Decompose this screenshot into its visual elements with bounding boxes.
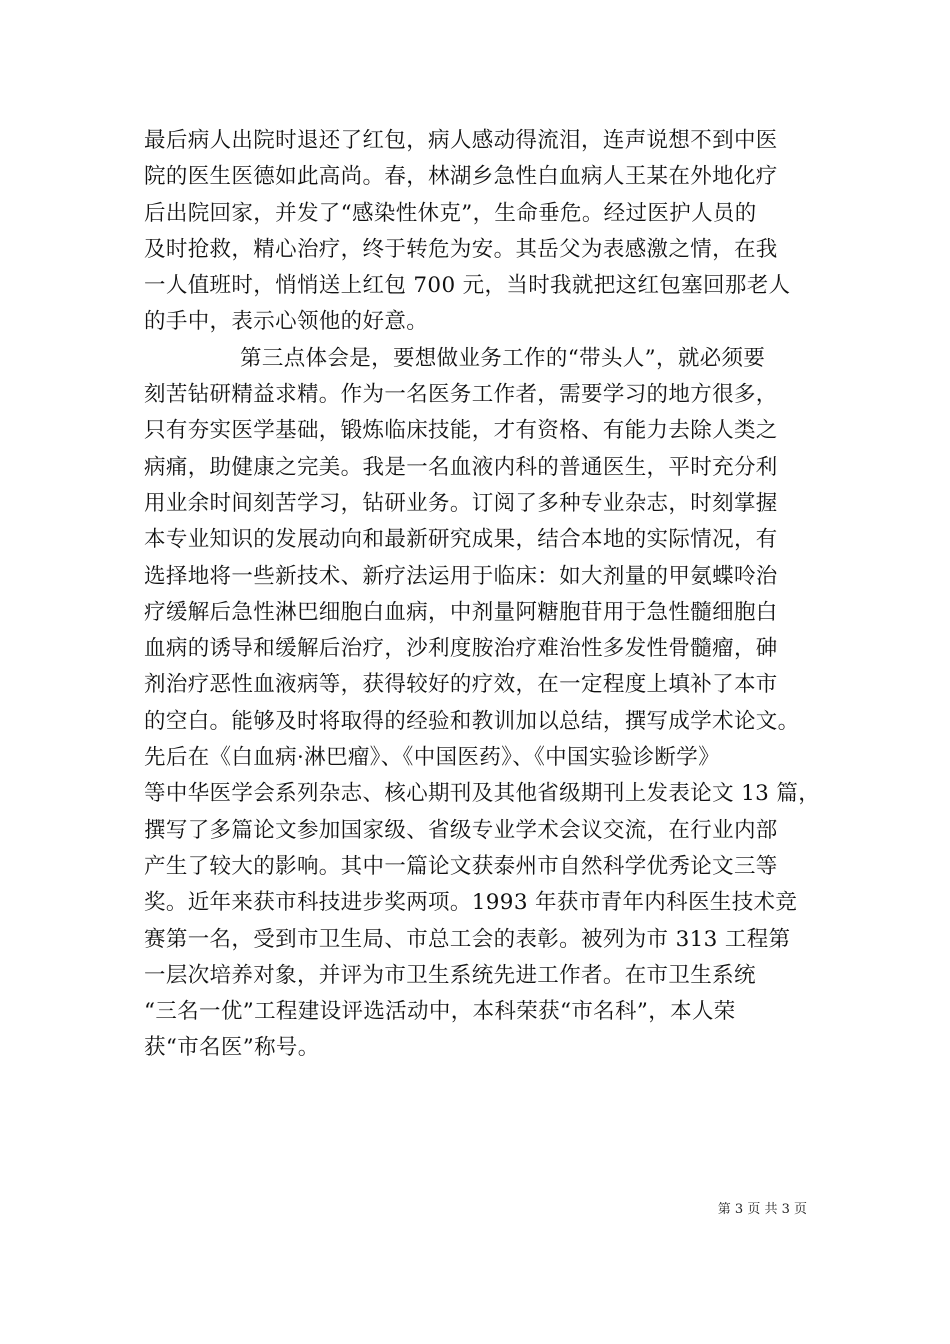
text-line: 及时抢救，精心治疗，终于转危为安。其岳父为表感激之情，在我	[144, 236, 778, 262]
body-text	[144, 123, 824, 1067]
text-line: 疗缓解后急性淋巴细胞白血病，中剂量阿糖胞苷用于急性髓细胞白	[144, 599, 778, 625]
text-line: 奖。近年来获市科技进步奖两项。1993 年获市青年内科医生技术竞	[144, 890, 798, 916]
text-line: 撰写了多篇论文参加国家级、省级专业学术会议交流，在行业内部	[144, 817, 778, 843]
text-line: 等中华医学会系列杂志、核心期刊及其他省级期刊上发表论文 13 篇，	[144, 781, 821, 807]
text-line: 赛第一名，受到市卫生局、市总工会的表彰。被列为市 313 工程第	[144, 926, 791, 952]
text-line: 一层次培养对象，并评为市卫生系统先进工作者。在市卫生系统	[144, 962, 756, 988]
text-line: 用业余时间刻苦学习，钻研业务。订阅了多种专业杂志，时刻掌握	[144, 490, 778, 516]
text-line: 最后病人出院时退还了红包，病人感动得流泪，连声说想不到中医	[144, 128, 778, 153]
text-line: 的手中，表示心领他的好意。	[144, 309, 429, 335]
text-line: 一人值班时，悄悄送上红包 700 元，当时我就把这红包塞回那老人	[144, 273, 791, 299]
text-line: 的空白。能够及时将取得的经验和教训加以总结，撰写成学术论文。	[144, 708, 800, 734]
text-line: 先后在《白血病·淋巴瘤》、《中国医药》、《中国实验诊断学》	[144, 745, 720, 771]
text-line: 血病的诱导和缓解后治疗，沙利度胺治疗难治性多发性骨髓瘤，砷	[144, 636, 778, 662]
text-line: 产生了较大的影响。其中一篇论文获泰州市自然科学优秀论文三等	[144, 853, 778, 879]
text-line: 剂治疗恶性血液病等，获得较好的疗效，在一定程度上填补了本市	[144, 672, 778, 698]
page-number-footer: 第 3 页 共 3 页	[717, 1202, 807, 1217]
text-line: 病痛，助健康之完美。我是一名血液内科的普通医生，平时充分利	[144, 454, 778, 480]
text-line: “三名一优”工程建设评选活动中，本科荣获“市名科”，本人荣	[144, 999, 736, 1025]
text-line: 获“市名医”称号。	[144, 1035, 320, 1061]
text-line: 选择地将一些新技术、新疗法运用于临床：如大剂量的甲氨蝶呤治	[144, 563, 778, 589]
text-line: 只有夯实医学基础，锻炼临床技能，才有资格、有能力去除人类之	[144, 418, 778, 444]
text-line: 院的医生医德如此高尚。春，林湖乡急性白血病人王某在外地化疗	[144, 164, 778, 190]
text-line: 刻苦钻研精益求精。作为一名医务工作者，需要学习的地方很多，	[144, 382, 778, 408]
text-line: 后出院回家，并发了“感染性休克”，生命垂危。经过医护人员的	[144, 200, 757, 226]
text-line: 本专业知识的发展动向和最新研究成果，结合本地的实际情况，有	[144, 527, 778, 553]
paragraph-start-line: 第三点体会是，要想做业务工作的“带头人”，就必须要	[240, 345, 766, 371]
